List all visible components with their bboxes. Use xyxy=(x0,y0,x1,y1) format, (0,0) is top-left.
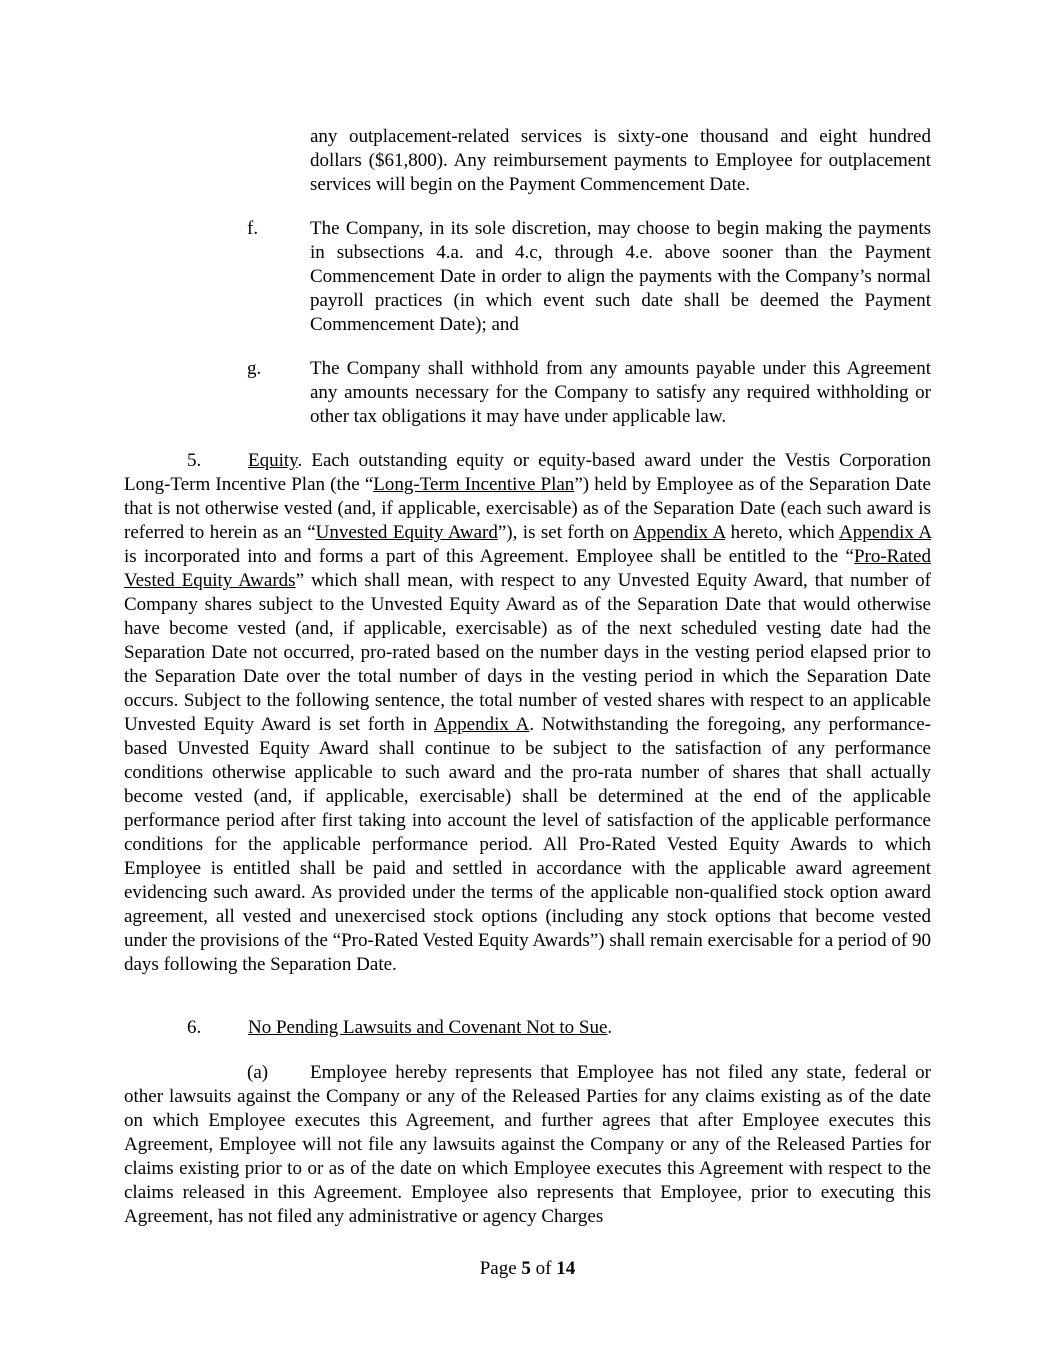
defined-term-pro-rated-awards: Pro-Rated Vested Equity Awards xyxy=(124,546,931,591)
section-5-text-6: ” which shall mean, with respect to any Unvested Equity Award, that number of Company shares subject to the Unvested Equity Award as of the Separation Date that would otherwise have become vested (and, if applicable, exercisable) as of the next scheduled vesting date had the Separation Date not occurred, pro-rated based on the number days in the vesting period elapsed prior to the Separation Date over the total number of days in the vesting period in which the Separation Date occurs. Subject to the following sentence, the total number of vested shares with respect to an applicable Unvested Equity Award is set forth in xyxy=(124,570,931,735)
section-6a-text: Employee hereby represents that Employee has not filed any state, federal or other lawsuits against the Company or any of the Released Parties for any claims existing as of the date on which Employee executes this Agreement, and further agrees that after Employee executes this Agreement, Employee will not file any lawsuits against the Company or any of the Released Parties for claims existing prior to or as of the date on which Employee executes this Agreement with respect to the claims released in this Agreement. Employee also represents that Employee, prior to executing this Agreement, has not filed any administrative or agency Charges xyxy=(124,1062,931,1227)
section-6-heading: No Pending Lawsuits and Covenant Not to Sue xyxy=(248,1017,608,1038)
section-5-number: 5. xyxy=(187,450,202,471)
page-footer xyxy=(0,1257,1055,1281)
continued-paragraph: any outplacement-related services is sixty-one thousand and eight hundred dollars ($61,800). Any reimbursement payments to Employee for outplacement services will begin on the Payment Commencement Date. xyxy=(310,126,931,195)
subsection-g-label: g. xyxy=(247,358,262,379)
defined-term-unvested-equity-award: Unvested Equity Award xyxy=(315,522,498,543)
footer-page-total: 14 xyxy=(556,1258,576,1279)
section-6-heading-period: . xyxy=(607,1017,613,1038)
footer-of-word: of xyxy=(535,1258,552,1279)
footer-page-number: 5 xyxy=(521,1258,531,1279)
section-6a-paragraph xyxy=(124,1061,931,1229)
section-5-text-2: ”) held by Employee as of the Separation Date that is not otherwise vested (and, if applicable, exercisable) as of the Separation Date (each such award is referred to herein as an “ xyxy=(124,474,931,543)
section-5-text-7: . Notwithstanding the foregoing, any performance-based Unvested Equity Award shall continue to be subject to the satisfaction of any performance conditions otherwise applicable to such award and the pro-rata number of shares that shall actually become vested (and, if applicable, exercisable) shall be determined at the end of the applicable performance period after first taking into account the level of satisfaction of the applicable performance conditions for the applicable performance period. All Pro-Rated Vested Equity Awards to which Employee is entitled shall be paid and settled in accordance with the applicable award agreement evidencing such award. As provided under the terms of the applicable non-qualified stock option award agreement, all vested and unexercised stock options (including any stock options that become vested under the provisions of the “Pro-Rated Vested Equity Awards”) shall remain exercisable for a period of 90 days following the Separation Date. xyxy=(124,714,932,975)
section-6a-label: (a) xyxy=(247,1062,269,1083)
appendix-a-ref-2: Appendix A xyxy=(839,522,931,543)
section-5-text-4: hereto, which xyxy=(725,522,840,543)
section-5-text-1: . Each outstanding equity or equity-based award under the Vestis Corporation Long-Term Incentive Plan (the “ xyxy=(124,450,931,495)
section-5-heading: Equity xyxy=(248,450,298,471)
section-6-number: 6. xyxy=(187,1017,202,1038)
section-5-equity xyxy=(124,449,931,977)
footer-page-word: Page xyxy=(479,1258,517,1279)
defined-term-ltip: Long-Term Incentive Plan xyxy=(373,474,575,495)
section-5-text-5: is incorporated into and forms a part of this Agreement. Employee shall be entitled to the “ xyxy=(124,546,854,567)
section-6-heading-line xyxy=(187,1016,931,1040)
subsection-f-label: f. xyxy=(247,218,259,239)
subsection-g-text: The Company shall withhold from any amounts payable under this Agreement any amounts necessary for the Company to satisfy any required withholding or other tax obligations it may have under applicable law. xyxy=(310,358,931,427)
appendix-a-ref-3: Appendix A xyxy=(433,714,530,735)
section-5-text-3: ”), is set forth on xyxy=(497,522,634,543)
subsection-f-text: The Company, in its sole discretion, may choose to begin making the payments in subsections 4.a. and 4.c, through 4.e. above sooner than the Payment Commencement Date in order to align the payments with the Company’s normal payroll practices (in which event such date shall be deemed the Payment Commencement Date); and xyxy=(310,218,931,335)
appendix-a-ref-1: Appendix A xyxy=(633,522,726,543)
